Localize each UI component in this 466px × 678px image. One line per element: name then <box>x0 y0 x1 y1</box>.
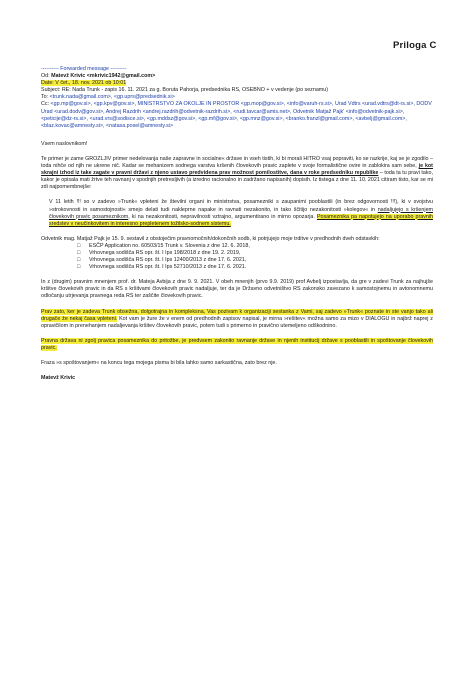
paragraph-text: Kot vam je žure že v enem od predhodnih zapisov napisal, je mirna »rešitev« možna samo za mizo v DIALOGU in najbrž naprej z opravičilom in prenehanjem nadaljevanja kršitev človekovih pravic, potem tudi s primerno in pravično utemeljeno odškodnino. <box>41 315 433 329</box>
paragraph-closing-remark: Fraza »s spoštovanjem« na koncu tega mojega pisma bi bila lahko samo sarkastična, zato brez nje. <box>41 360 277 366</box>
quote-underlined-text: nadaljujejo s kršenjem človekovih pravic posameznikom <box>49 206 433 220</box>
date-value: V čet., 18. nov. 2021 ob 10:01 <box>55 80 127 87</box>
date-line <box>41 80 433 87</box>
paragraph-legal-opinion: In z (drugim) pravnim mnenjem prof. dr. Mateja Avbija z dne 9. 9. 2021. V obeh mnenjih (prvo 9.9. 2019) prof Avbelj izpostavlja, da gre v zadevi Trunk za najhujše kršitve človekovih pravic in da RS s kršitvami človekovih pravic nadaljuje, ter da je Državno odvetništvo RS zakonsko zavezano k samostojnemu in avtonomnemu odločanju utrjevanja pravnega reda RS ter zaščite človekovih pravic. <box>41 279 433 300</box>
emphasis-text: je kot skrajni izhod iz take zagate v pravni državi z njeno ustavo predvidena prav možnost pomilostitve, dana v roke predsedniku republike <box>41 163 433 177</box>
cc-value[interactable]: <gp.mp@gov.si>, <gp.kpv@gov.si>, MINISTRSTVO ZA OKOLJE IN PROSTOR <gp.mop@gov.si>, <info@varuh-rs.si>, Urad Vdtrs <urad.vdtrs@dt-rs.si>, DODV Urad <urad.dodv@gov.si>, Andrej Razdrih <andrej.razdrih@odvetnik-razdrih.si>, <rudi.tavcar@amis.net>, Odvetnik Matjaž Pajk' <info@odvetnik-pajk.si>, <peticije@dz-rs.si>, <urad.vrs@sodisce.si>, <gp.mddsz@gov.si>, <gp.mf@gov.si>, <gp.mnz@gov.si>, <branko.franzl@gmail.com>, <avbelj@gmail.com>, <blaz.kovac@amnesty.si>, <natasa.posel@amnesty.si> <box>41 101 432 129</box>
signature: Matevž Krivic <box>41 375 76 382</box>
paragraph-pardon-context <box>41 156 433 191</box>
cc-line <box>41 101 433 129</box>
paragraph-meeting-request <box>41 309 433 330</box>
quote-highlighted-text: Posameznika pa napotujejo na uporabo pravnih sredstev v neučinkovitem in interesno prepletenem tožilsko-sodnem sistemu. <box>49 213 433 227</box>
date-label: Date: <box>41 80 54 87</box>
from-label: Od: <box>41 73 50 80</box>
paragraph-text: Te primer je zame GROZLJIV primer nedelovanja naše zapravne in socialne« države in vseh tistih, ki bi morali HITRO vsaj popraviti, ko se razkrije, kaj se je zgodilo – toda nihče od njih ne ukrene nič. Kadar se mehanizem sodnega varstva kršenih človekovih pravic zaplete v svoje formalistične ovire in zablokira sam sebe, <box>41 155 433 170</box>
to-label: To: <box>41 94 49 101</box>
list-item: □ ESČP Application no. 60503/15 Trunk v. Slovenia z dne 12. 6. 2018, <box>77 242 250 249</box>
highlighted-text: Pravna država ni zgolj pravica posameznika do pritožbe, je predvsem zakonito ravnanje države in njenih institucij države s pooblastili in spoštovanje človekovih pravic. <box>41 337 433 351</box>
forwarded-email-body <box>41 66 433 382</box>
list-item: □ Vrhovnega sodišča RS opr. št. I Ips 12400/2013 z dne 17. 6. 2021, <box>77 257 247 264</box>
quoted-passage <box>41 199 433 227</box>
paragraph-rulings-intro: Odvetnik mag. Matjaž Pajk je 15. 9. sestavil z obstoječim pravnomočnih/dokončnih sodb, ki potrjujejo moje trditve v predhodnih dveh odstavkih: <box>41 235 380 242</box>
to-line <box>41 94 433 101</box>
greeting: Vsem naslovnikom! <box>41 140 88 147</box>
list-item: □ Vrhovnega sodišča RS opr. št. I Ips 198/2018 z dne 19. 2. 2019, <box>77 249 241 256</box>
list-item: □ Vrhovnega sodišča RS opr. št. I Ips 52710/2013 z dne 17. 6. 2021. <box>77 264 247 271</box>
highlighted-text: Prav zato, ker je zadeva Trunk obsežna, dolgotrajna in kompleksna, Vas pozivam k organizaciji sestanka z Vami, saj zadevo »Trunk« poznate in ste vanjo tako ali drugače že nekaj časa vpleteni. <box>41 308 433 322</box>
paragraph-rule-of-law <box>41 338 433 352</box>
subject-value: RE: Nada Trunk - zapis 16. 11. 2021 za g. Boruta Pahorja, predsednika RS, OSEBNO + v vedenje (po seznamu) <box>61 87 329 94</box>
subject-line <box>41 87 433 94</box>
from-value: Matevž Krivic <mkrivic1942@gmail.com> <box>51 73 156 80</box>
from-line <box>41 73 433 80</box>
quote-text: , ki na nezakonitosti, nepravilnosti vztrajno, argumentirano in mirno opozarja. <box>128 213 315 220</box>
rulings-list <box>41 243 433 271</box>
appendix-label: Priloga C <box>393 40 437 51</box>
quote-text: V 11 letih !!! so v zadevo »Trunk« vpleteni že številni organi in ministrstva, posamezniki s zaupanimi pooblastili (in brez odgovornosti !!!), ki v svojstvu »strokovnosti in samostojnosti« smejo delati tudi nakleprne napake in ravnati nezakonito, in tako ščitijo nezakonitosti »kolegov« in <box>49 199 433 213</box>
cc-label: Cc: <box>41 101 50 108</box>
paragraph-text: – toda ta tu pravi tako, kakor je opisala mati žrtve teh ravnanj v spodnjih pretresljivih (a izredno racionalno in zadržano napisanih) dopisih. Iz tistega z dne 11. 10. 2021 citiram tisto, kar se mi zdi najpomembnejše: <box>41 170 433 191</box>
forwarded-marker: ---------- Forwarded message --------- <box>41 66 127 72</box>
to-value[interactable]: <trunk.nada@gmail.com>, <gp.uprs@predsednik.si> <box>49 94 175 101</box>
subject-label: Subject: <box>41 87 61 94</box>
